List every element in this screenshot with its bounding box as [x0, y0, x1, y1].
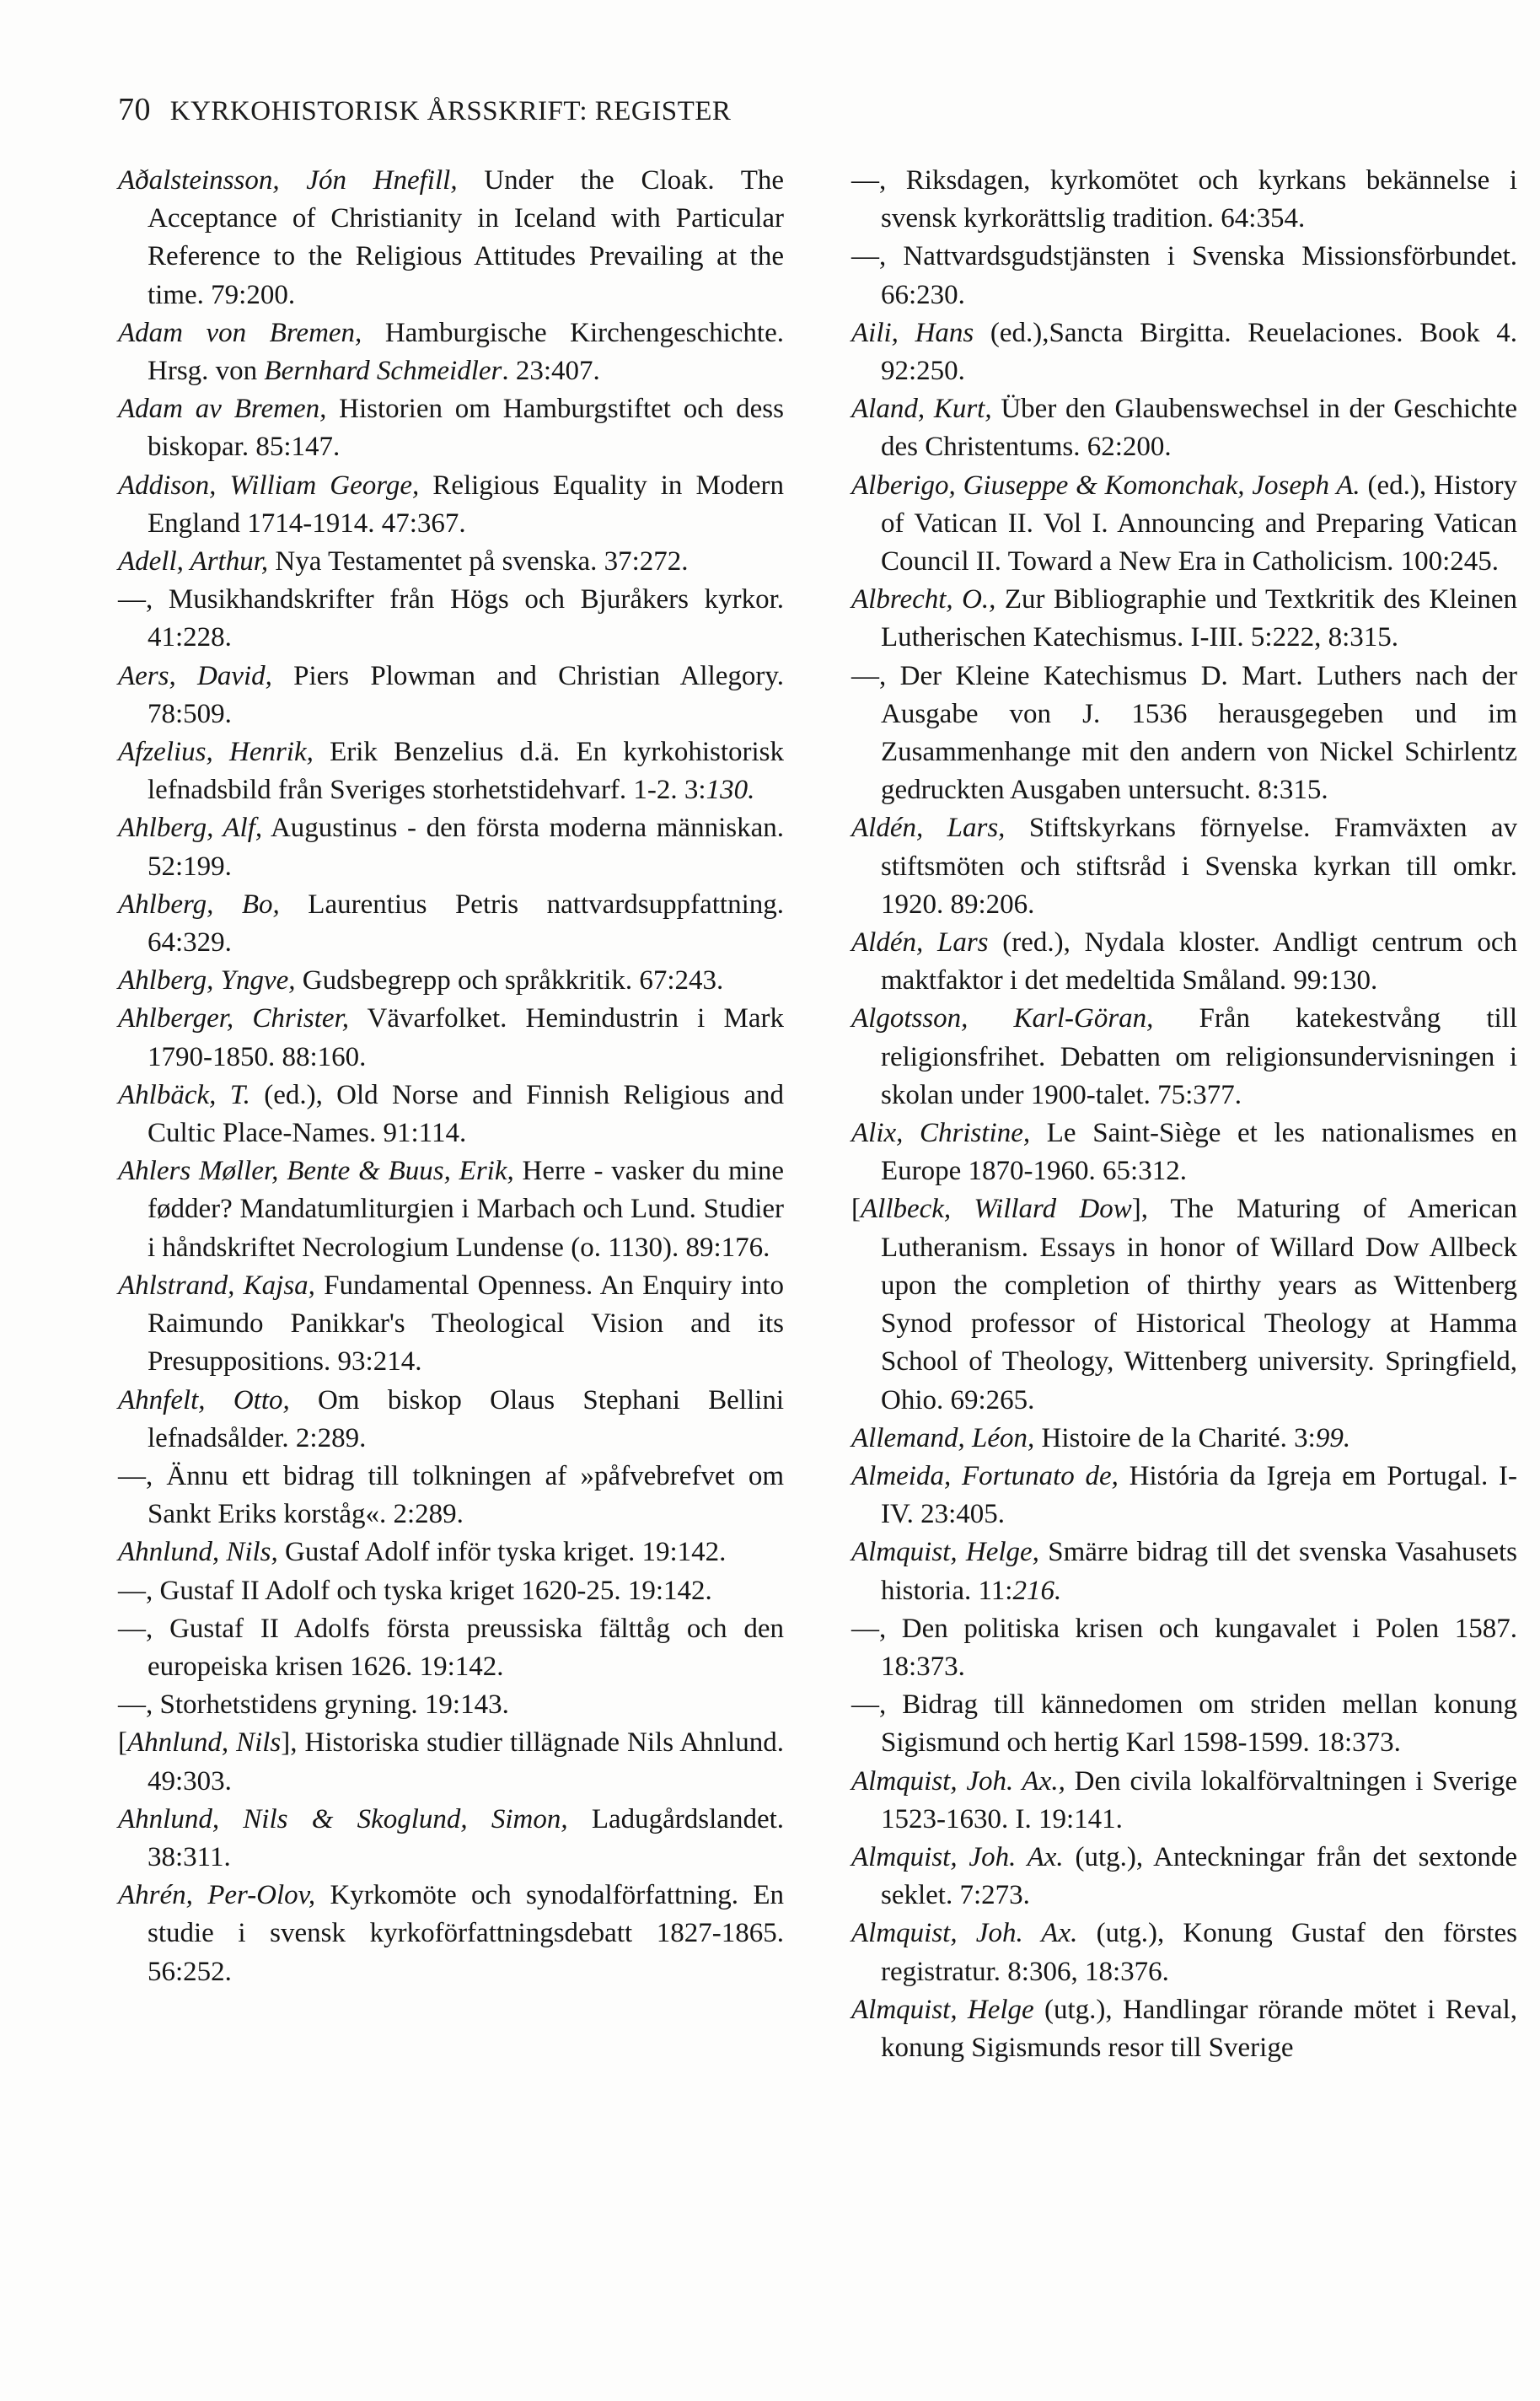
- entry-author: Ahnlund, Nils & Skoglund, Simon,: [118, 1803, 568, 1834]
- entry-editor: Bernhard Schmeidler: [264, 356, 502, 387]
- entry-bracket: [: [851, 1194, 861, 1225]
- index-entry: [851, 1000, 1517, 1115]
- right-column: [851, 162, 1517, 2067]
- index-entry: [851, 924, 1517, 1000]
- index-entry: [851, 1991, 1517, 2067]
- index-entry: [118, 1610, 784, 1686]
- entry-text: Nya Testamentet på svenska. 37:272.: [268, 546, 689, 577]
- entry-text: Stiftskyrkans förnyelse. Framväxten av stiftsmöten och stiftsråd i Svenska kyrkan till omkr. 1920. 89:206.: [881, 813, 1518, 920]
- index-entry: [118, 543, 784, 581]
- header-title: KYRKOHISTORISK ÅRSSKRIFT: REGISTER: [169, 96, 732, 126]
- left-column: [118, 162, 784, 1991]
- entry-author: Ahlberg, Alf,: [118, 813, 263, 844]
- entry-author: Albrecht, O.,: [851, 584, 996, 615]
- entry-text: Fundamental Openness. An Enquiry into Raimundo Panikkar's Theological Vision and its Presuppositions. 93:214.: [148, 1270, 784, 1378]
- entry-text: —, Musikhandskrifter från Högs och Bjuråkers kyrkor. 41:228.: [118, 584, 784, 653]
- index-entry: [851, 1190, 1517, 1419]
- index-entry: [118, 1267, 784, 1382]
- entry-author: Allbeck, Willard Dow: [861, 1194, 1132, 1225]
- entry-author: Almeida, Fortunato de,: [851, 1460, 1119, 1491]
- entry-text: Vävarfolket. Hemindustrin i Mark 1790-1850. 88:160.: [148, 1003, 784, 1072]
- entry-text: —, Gustaf II Adolf och tyska kriget 1620-25. 19:142.: [118, 1575, 712, 1606]
- entry-author: Adam av Bremen,: [118, 394, 327, 425]
- index-entry: [118, 658, 784, 733]
- entry-text: Ladugårdslandet. 38:311.: [148, 1803, 785, 1872]
- entry-text: Historien om Hamburgstiftet och dess biskopar. 85:147.: [148, 394, 784, 463]
- entry-text: Gudsbegrepp och språkkritik. 67:243.: [295, 965, 724, 996]
- index-entry: [851, 658, 1517, 810]
- entry-text: Über den Glaubenswechsel in der Geschichte des Christentums. 62:200.: [881, 394, 1517, 463]
- entry-author: Ahlberg, Yngve,: [118, 965, 296, 996]
- entry-text: —, Gustaf II Adolfs första preussiska fälttåg och den europeiska krisen 1626. 19:142.: [118, 1613, 784, 1682]
- entry-author: Almquist, Joh. Ax.,: [851, 1765, 1065, 1797]
- index-entry: [851, 1534, 1517, 1609]
- index-entry: [118, 1686, 784, 1724]
- entry-text: —, Den politiska krisen och kungavalet i Polen 1587. 18:373.: [851, 1613, 1517, 1682]
- index-entry: [118, 1724, 784, 1800]
- entry-text: Piers Plowman and Christian Allegory. 78:509.: [148, 660, 785, 729]
- running-header: [118, 91, 731, 128]
- index-entry: [851, 1915, 1517, 1990]
- index-entry: [118, 886, 784, 962]
- entry-text: (utg.), Handlingar rörande mötet i Reval, konung Sigismunds resor till Sverige: [881, 1994, 1517, 2063]
- entry-text: (ed.), Old Norse and Finnish Religious and Cultic Place-Names. 91:114.: [148, 1079, 784, 1149]
- entry-text: Den civila lokalförvaltningen i Sverige 1523-1630. I. 19:141.: [881, 1765, 1518, 1834]
- entry-bracket: [: [118, 1727, 127, 1759]
- entry-author: Algotsson, Karl-Göran,: [851, 1003, 1154, 1034]
- entry-author: Afzelius, Henrik,: [118, 737, 314, 768]
- index-entry: [851, 809, 1517, 924]
- index-entry: [118, 390, 784, 466]
- index-entry: [118, 1801, 784, 1877]
- index-entry: [118, 1077, 784, 1152]
- index-entry: [118, 314, 784, 390]
- entry-author: Ahrén, Per-Olov,: [118, 1880, 316, 1911]
- entry-author: Aldén, Lars,: [851, 813, 1006, 844]
- index-entry: [851, 162, 1517, 238]
- page-number: 70: [118, 92, 151, 127]
- entry-text: ], Historiska studier tillägnade Nils Ahnlund. 49:303.: [148, 1727, 784, 1797]
- entry-text: . 23:407.: [502, 356, 600, 387]
- index-entry: [118, 1000, 784, 1076]
- entry-author: Addison, William George,: [118, 470, 420, 501]
- entry-text: —, Ännu ett bidrag till tolkningen af »påfvebrefvet om Sankt Eriks korståg«. 2:289.: [118, 1460, 784, 1530]
- entry-author: Alberigo, Giuseppe & Komonchak, Joseph A.: [851, 470, 1360, 501]
- index-entry: [851, 467, 1517, 582]
- entry-author: Allemand, Léon,: [851, 1422, 1035, 1453]
- index-entry: [851, 1420, 1517, 1458]
- entry-author: Almquist, Helge: [851, 1994, 1034, 2025]
- index-entry: [851, 390, 1517, 466]
- entry-text: Herre - vasker du mine fødder? Mandatumliturgien i Marbach och Lund. Studier i håndskriftet Necrologium Lundense (o. 1130). 89:176.: [148, 1156, 784, 1263]
- entry-text: História da Igreja em Portugal. I-IV. 23:405.: [881, 1460, 1517, 1530]
- entry-page-ref: 99.: [1315, 1422, 1351, 1453]
- index-entry: [851, 1610, 1517, 1686]
- entry-author: Almquist, Joh. Ax.: [851, 1841, 1064, 1872]
- entry-author: Ahnfelt, Otto,: [118, 1384, 290, 1415]
- entry-text: Religious Equality in Modern England 1714-1914. 47:367.: [148, 470, 784, 539]
- index-entry: [118, 1382, 784, 1458]
- index-entry: [118, 1458, 784, 1534]
- entry-author: Ahlers Møller, Bente & Buus, Erik,: [118, 1156, 514, 1187]
- entry-text: Augustinus - den första moderna människan. 52:199.: [148, 813, 784, 882]
- entry-page-ref: 216.: [1012, 1575, 1062, 1606]
- entry-text: Gustaf Adolf inför tyska kriget. 19:142.: [277, 1537, 727, 1568]
- index-entry: [118, 962, 784, 1000]
- index-entry: [851, 1458, 1517, 1534]
- entry-author: Aili, Hans: [851, 317, 974, 348]
- index-entry: [118, 467, 784, 543]
- index-entry: [118, 1534, 784, 1571]
- entry-author: Almquist, Joh. Ax.: [851, 1918, 1078, 1949]
- index-entry: [118, 581, 784, 657]
- entry-author: Aers, David,: [118, 660, 272, 691]
- entry-author: Adell, Arthur,: [118, 546, 269, 577]
- entry-text: Le Saint-Siège et les nationalismes en Europe 1870-1960. 65:312.: [881, 1118, 1517, 1187]
- entry-text: Histoire de la Charité. 3:: [1034, 1422, 1316, 1453]
- entry-author: Aðalsteinsson, Jón Hnefill,: [118, 165, 458, 196]
- index-entry: [851, 1839, 1517, 1915]
- entry-text: Hamburgische Kirchengeschichte. Hrsg. von: [148, 317, 784, 387]
- entry-author: Ahnlund, Nils: [127, 1727, 282, 1759]
- entry-text: —, Riksdagen, kyrkomötet och kyrkans bekännelse i svensk kyrkorättslig tradition. 64:354.: [851, 165, 1517, 234]
- entry-text: (red.), Nydala kloster. Andligt centrum och maktfaktor i det medeltida Småland. 99:130.: [881, 927, 1518, 996]
- index-entry: [851, 1115, 1517, 1190]
- index-entry: [851, 314, 1517, 390]
- entry-text: Kyrkomöte och synodalförfattning. En studie i svensk kyrkoförfattningsdebatt 1827-1865. 56:252.: [148, 1880, 785, 1987]
- entry-text: —, Nattvardsgudstjänsten i Svenska Missionsförbundet. 66:230.: [851, 241, 1517, 310]
- index-entry: [851, 238, 1517, 314]
- entry-author: Alix, Christine,: [851, 1118, 1031, 1149]
- entry-text: (ed.), History of Vatican II. Vol I. Announcing and Preparing Vatican Council II. Toward a New Era in Catholicism. 100:245.: [881, 470, 1517, 577]
- entry-text: Smärre bidrag till det svenska Vasahusets historia. 11:: [881, 1537, 1517, 1606]
- entry-page-ref: 130.: [706, 775, 755, 806]
- entry-author: Ahlstrand, Kajsa,: [118, 1270, 315, 1301]
- index-entry: [118, 809, 784, 885]
- entry-author: Ahlberg, Bo,: [118, 889, 280, 920]
- entry-author: Aldén, Lars: [851, 927, 989, 959]
- entry-text: (ed.),Sancta Birgitta. Reuelaciones. Book 4. 92:250.: [881, 317, 1518, 387]
- index-entry: [118, 1572, 784, 1610]
- entry-text: —, Storhetstidens gryning. 19:143.: [118, 1689, 509, 1721]
- entry-text: Under the Cloak. The Acceptance of Christianity in Iceland with Particular Reference to the Religious Attitudes Prevailing at the time. 79:200.: [148, 165, 785, 310]
- index-entry: [118, 162, 784, 314]
- entry-author: Adam von Bremen,: [118, 317, 362, 348]
- index-entry: [118, 733, 784, 809]
- entry-text: —, Der Kleine Katechismus D. Mart. Luthers nach der Ausgabe von J. 1536 herausgegeben und im Zusammenhange mit den andern von Nickel Schirlentz gedruckten Ausgaben untersucht. 8:315.: [851, 660, 1517, 806]
- entry-text: Zur Bibliographie und Textkritik des Kleinen Lutherischen Katechismus. I-III. 5:222, 8:315.: [881, 584, 1517, 653]
- index-entry: [118, 1152, 784, 1267]
- entry-author: Almquist, Helge,: [851, 1537, 1039, 1568]
- index-entry: [851, 1763, 1517, 1839]
- entry-author: Ahnlund, Nils,: [118, 1537, 278, 1568]
- entry-text: Erik Benzelius d.ä. En kyrkohistorisk lefnadsbild från Sveriges storhetstidehvarf. 1-2. 3:: [148, 737, 784, 806]
- entry-text: Från katekestvång till religionsfrihet. Debatten om religionsundervisningen i skolan under 1900-talet. 75:377.: [881, 1003, 1517, 1110]
- index-entry: [851, 581, 1517, 657]
- entry-author: Ahlbäck, T.: [118, 1079, 250, 1110]
- index-entry: [118, 1877, 784, 1991]
- entry-text: (utg.), Konung Gustaf den förstes registratur. 8:306, 18:376.: [881, 1918, 1517, 1987]
- entry-text: —, Bidrag till kännedomen om striden mellan konung Sigismund och hertig Karl 1598-1599. 18:373.: [851, 1689, 1517, 1759]
- entry-text: ], The Maturing of American Lutheranism. Essays in honor of Willard Dow Allbeck upon the completion of thirthy years as Wittenberg Synod professor of Historical Theology at Hamma School of Theology, Wittenberg university. Springfield, Ohio. 69:265.: [881, 1194, 1517, 1415]
- index-entry: [851, 1686, 1517, 1762]
- entry-author: Ahlberger, Christer,: [118, 1003, 349, 1034]
- entry-text: Om biskop Olaus Stephani Bellini lefnadsålder. 2:289.: [148, 1384, 784, 1453]
- entry-author: Aland, Kurt,: [851, 394, 992, 425]
- entry-text: (utg.), Anteckningar från det sextonde seklet. 7:273.: [881, 1841, 1517, 1911]
- entry-text: Laurentius Petris nattvardsuppfattning. 64:329.: [148, 889, 784, 959]
